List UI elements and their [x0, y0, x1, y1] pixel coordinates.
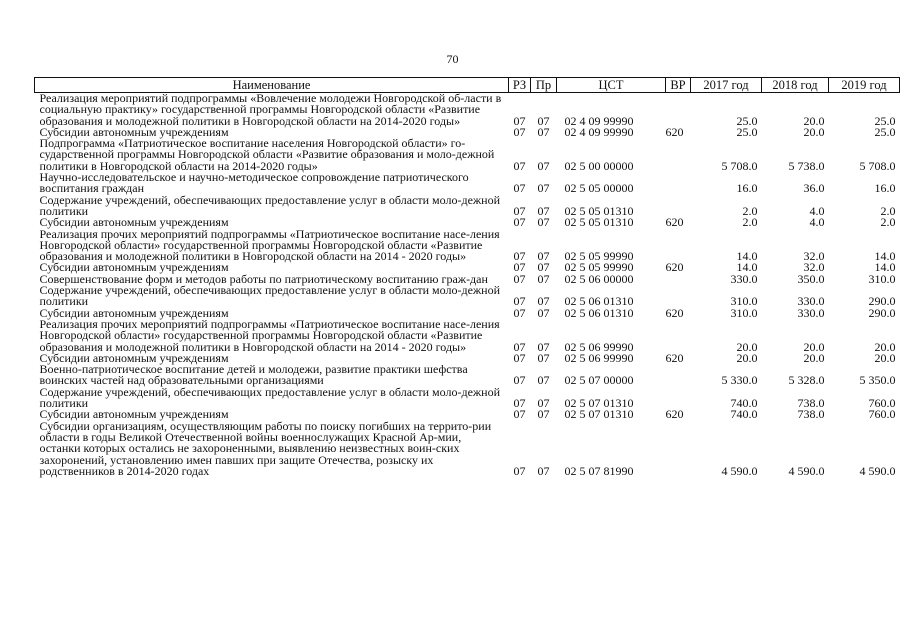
row-vr: 620: [665, 407, 684, 422]
row-rz: 07: [513, 294, 526, 309]
table-row: [35, 229, 900, 263]
row-2018: 32.0: [803, 249, 825, 264]
table-row: [35, 421, 900, 477]
row-2017: 330.0: [730, 271, 758, 286]
row-2019: 760.0: [868, 407, 896, 422]
row-rz: 07: [513, 396, 526, 411]
row-vr: [666, 229, 691, 263]
row-2018: 4.0: [809, 215, 825, 230]
row-rz: 07: [513, 181, 526, 196]
row-2019: 5 350.0: [859, 373, 896, 388]
row-name: Военно-патриотическое воспитание детей и молодежи, развитие практики шефства воинских частей над образовательными организациями: [39, 362, 468, 388]
header-cst: ЦСТ: [557, 78, 666, 93]
row-2019: 20.0: [874, 339, 896, 354]
row-2019: 5 708.0: [859, 158, 896, 173]
row-vr: [666, 138, 691, 172]
row-vr: [666, 195, 691, 218]
row-rz: 07: [513, 350, 526, 365]
row-2019: 290.0: [868, 294, 896, 309]
row-rz: 07: [513, 215, 526, 230]
row-vr: [666, 285, 691, 308]
row-pr: 07: [537, 181, 550, 196]
row-vr: 620: [665, 305, 684, 320]
row-vr: [666, 93, 691, 127]
row-rz: 07: [513, 305, 526, 320]
row-pr: 07: [537, 113, 550, 128]
row-2019: 760.0: [868, 396, 896, 411]
row-pr: 07: [537, 305, 550, 320]
row-name: Содержание учреждений, обеспечивающих предоставление услуг в области моло-дежной политики: [39, 384, 501, 411]
row-pr: 07: [537, 271, 550, 286]
row-2017: 310.0: [730, 305, 758, 320]
table-row: [35, 387, 900, 410]
header-rz: РЗ: [509, 78, 531, 93]
row-2017: 14.0: [736, 249, 758, 264]
row-vr: [666, 387, 691, 410]
row-name: Субсидии организациям, осуществляющим работы по поиску погибших на террито-рии области в годы Великой Отечественной войны военнослужащих Красной Ар-мии, останки которых остались не захороненными, выявлению неизвестных воин-ских захоронений, установлению имен павших при защите Отечества, розыску их родственников в 2014-2020 годах: [39, 418, 492, 478]
table-row: [35, 195, 900, 218]
budget-table: [34, 77, 900, 477]
header-2018: 2018 год: [762, 78, 829, 93]
row-2017: 310.0: [730, 294, 758, 309]
row-cst: 02 5 06 01310: [564, 305, 634, 320]
row-vr: [666, 172, 691, 195]
header-2019: 2019 год: [829, 78, 900, 93]
row-rz: 07: [513, 113, 526, 128]
row-pr: 07: [537, 350, 550, 365]
row-cst: 02 5 05 01310: [564, 203, 634, 218]
row-2017: 4 590.0: [721, 463, 758, 478]
table-row: [35, 93, 900, 127]
row-2019: 4 590.0: [859, 463, 896, 478]
row-2018: 20.0: [803, 124, 825, 139]
table-row: [35, 285, 900, 308]
row-name: Совершенствование форм и методов работы по патриотическому воспитанию граж-дан: [39, 271, 488, 286]
row-name: Реализация прочих мероприятий подпрограммы «Патриотическое воспитание насе-ления Новгородской области» государственной программы Новгородской области «Развитие образования и молодежной политики в Новгородской области на 2014 - 2020 годы»: [39, 226, 500, 264]
row-name: Содержание учреждений, обеспечивающих предоставление услуг в области моло-дежной политики: [39, 192, 501, 218]
row-2017: 740.0: [730, 407, 758, 422]
row-rz: 07: [513, 407, 526, 422]
row-cst: 02 5 05 99990: [564, 249, 634, 264]
row-name: Субсидии автономным учреждениям: [39, 215, 229, 230]
row-cst: 02 4 09 99990: [564, 124, 634, 139]
row-cst: 02 5 07 01310: [564, 407, 634, 422]
row-2017: 25.0: [736, 124, 758, 139]
row-rz: 07: [513, 203, 526, 218]
row-cst: 02 5 05 00000: [564, 181, 634, 196]
row-name: Субсидии автономным учреждениям: [39, 407, 229, 422]
row-pr: 07: [537, 294, 550, 309]
row-2018: 36.0: [803, 181, 825, 196]
row-cst: 02 5 05 99990: [564, 260, 634, 275]
row-2018: 20.0: [803, 339, 825, 354]
row-pr: 07: [537, 203, 550, 218]
row-2017: 14.0: [736, 260, 758, 275]
row-rz: 07: [513, 158, 526, 173]
row-cst: 02 4 09 99990: [564, 113, 634, 128]
row-pr: 07: [537, 373, 550, 388]
row-vr: 620: [665, 124, 684, 139]
header-vr: ВР: [666, 78, 691, 93]
table-row: [35, 319, 900, 353]
budget-table-container: [34, 77, 896, 478]
row-2017: 2.0: [742, 203, 758, 218]
row-pr: 07: [537, 249, 550, 264]
row-cst: 02 5 07 01310: [564, 396, 634, 411]
row-rz: 07: [513, 373, 526, 388]
row-2018: 20.0: [803, 350, 825, 365]
row-2019: 14.0: [874, 260, 896, 275]
row-2018: 350.0: [797, 271, 825, 286]
row-2018: 330.0: [797, 294, 825, 309]
header-name: Наименование: [35, 78, 509, 93]
row-2018: 738.0: [797, 407, 825, 422]
row-pr: 07: [537, 158, 550, 173]
row-pr: 07: [537, 339, 550, 354]
page-number: 70: [446, 52, 459, 66]
row-cst: 02 5 05 01310: [564, 215, 634, 230]
row-name: Реализация мероприятий подпрограммы «Вовлечение молодежи Новгородской об-ласти в социальную практику» государственной программы Новгородской области «Развитие образования и молодежной политики в Новгородской области на 2014-2020 годы»: [39, 91, 502, 128]
row-cst: 02 5 06 99990: [564, 339, 634, 354]
row-cst: 02 5 06 01310: [564, 294, 634, 309]
row-2019: 25.0: [874, 113, 896, 128]
row-name: Субсидии автономным учреждениям: [39, 260, 229, 275]
row-cst: 02 5 06 99990: [564, 350, 634, 365]
row-2018: 32.0: [803, 260, 825, 275]
row-2017: 5 708.0: [721, 158, 758, 173]
row-2019: 2.0: [880, 215, 896, 230]
row-name: Содержание учреждений, обеспечивающих предоставление услуг в области моло-дежной политики: [39, 283, 501, 309]
row-name: Реализация прочих мероприятий подпрограммы «Патриотическое воспитание насе-ления Новгородской области» государственной программы Новгородской области «Развитие образования и молодежной политики в Новгородской области на 2014 - 2020 годы»: [39, 316, 500, 354]
row-2019: 16.0: [874, 181, 896, 196]
row-cst: 02 5 06 00000: [564, 271, 634, 286]
row-2018: 738.0: [797, 396, 825, 411]
row-pr: 07: [537, 260, 550, 275]
table-row: [35, 138, 900, 172]
row-2018: 5 328.0: [788, 373, 825, 388]
row-2017: 20.0: [736, 350, 758, 365]
row-vr: 620: [665, 260, 684, 275]
row-2017: 16.0: [736, 181, 758, 196]
row-name: Научно-исследовательское и научно-методическое сопровождение патриотического воспитания граждан: [39, 170, 469, 196]
row-vr: 620: [665, 215, 684, 230]
row-2017: 25.0: [736, 113, 758, 128]
row-pr: 07: [537, 215, 550, 230]
row-name: Субсидии автономным учреждениям: [39, 350, 229, 365]
row-cst: 02 5 07 81990: [564, 463, 634, 478]
row-2018: 5 738.0: [788, 158, 825, 173]
row-vr: [666, 364, 691, 387]
row-2018: 330.0: [797, 305, 825, 320]
row-vr: [666, 421, 691, 477]
table-row: [35, 172, 900, 195]
row-2018: 4.0: [809, 203, 825, 218]
table-row: [35, 364, 900, 387]
row-cst: 02 5 00 00000: [564, 158, 634, 173]
row-pr: 07: [537, 124, 550, 139]
row-2017: 5 330.0: [721, 373, 758, 388]
row-pr: 07: [537, 396, 550, 411]
row-2019: 20.0: [874, 350, 896, 365]
row-2017: 740.0: [730, 396, 758, 411]
row-name: Подпрограмма «Патриотическое воспитание населения Новгородской области» го-сударственной программы Новгородской области «Развитие образования и моло-дежной политики в Новгородской области на 2014-2020 годы»: [39, 136, 495, 173]
row-cst: 02 5 07 00000: [564, 373, 634, 388]
row-2019: 290.0: [868, 305, 896, 320]
row-vr: [666, 319, 691, 353]
row-rz: 07: [513, 249, 526, 264]
header-pr: Пр: [531, 78, 557, 93]
row-2019: 14.0: [874, 249, 896, 264]
row-vr: [666, 274, 691, 285]
row-2019: 25.0: [874, 124, 896, 139]
row-rz: 07: [513, 271, 526, 286]
row-rz: 07: [513, 124, 526, 139]
row-2018: 20.0: [803, 113, 825, 128]
row-vr: 620: [665, 350, 684, 365]
row-2019: 2.0: [880, 203, 896, 218]
row-2017: 2.0: [742, 215, 758, 230]
row-rz: 07: [513, 339, 526, 354]
header-2017: 2017 год: [691, 78, 762, 93]
row-2017: 20.0: [736, 339, 758, 354]
row-name: Субсидии автономным учреждениям: [39, 124, 229, 139]
row-rz: 07: [513, 463, 526, 478]
row-2019: 310.0: [868, 271, 896, 286]
row-2018: 4 590.0: [788, 463, 825, 478]
row-name: Субсидии автономным учреждениям: [39, 305, 229, 320]
row-pr: 07: [537, 463, 550, 478]
row-rz: 07: [513, 260, 526, 275]
row-pr: 07: [537, 407, 550, 422]
